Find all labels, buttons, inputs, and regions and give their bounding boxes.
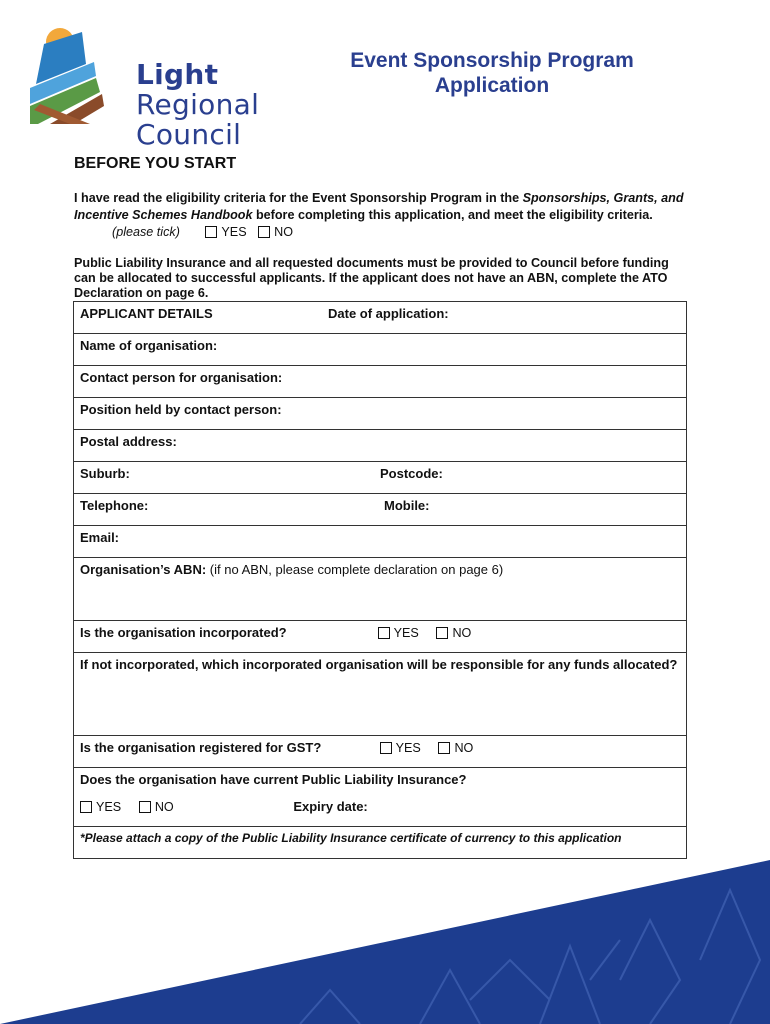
- pli-no-checkbox[interactable]: [139, 801, 151, 813]
- logo-line-3: Council: [136, 118, 242, 151]
- pli-no-label: NO: [154, 800, 174, 814]
- abn-field[interactable]: [74, 558, 687, 621]
- gst-yes-label: YES: [395, 741, 421, 755]
- council-logo-mark: [30, 26, 110, 126]
- pli-question: Does the organisation have current Public Liability Insurance?: [80, 772, 467, 787]
- applicant-details-table: [73, 301, 687, 859]
- postcode-field[interactable]: Postcode:: [380, 466, 443, 481]
- page-title: [330, 48, 654, 98]
- gst-row: [74, 736, 687, 768]
- responsible-organisation-field[interactable]: If not incorporated, which incorporated organisation will be responsible for any funds allocated?: [74, 653, 687, 736]
- eligibility-text-b: before completing this application, and meet the eligibility criteria.: [252, 208, 653, 222]
- logo-line-1: Light: [136, 58, 219, 91]
- gst-no-label: NO: [454, 741, 474, 755]
- email-field[interactable]: Email:: [74, 526, 687, 558]
- telephone-field[interactable]: Telephone:: [80, 498, 149, 513]
- postal-address-field[interactable]: Postal address:: [74, 430, 687, 462]
- pli-yes-label: YES: [96, 800, 122, 814]
- handbook-title: Sponsorships, Grants, and Incentive Schemes Handbook: [74, 191, 684, 222]
- incorporated-no-label: NO: [452, 626, 472, 640]
- gst-no-checkbox[interactable]: [438, 742, 450, 754]
- pli-yes-checkbox[interactable]: [80, 801, 92, 813]
- eligibility-no-label: NO: [274, 225, 293, 239]
- eligibility-statement: [74, 190, 692, 241]
- suburb-field[interactable]: Suburb:: [80, 466, 130, 481]
- eligibility-text-a: I have read the eligibility criteria for the Event Sponsorship Program in the: [74, 191, 523, 205]
- applicant-details-header: APPLICANT DETAILS: [80, 306, 213, 321]
- mobile-field[interactable]: Mobile:: [384, 498, 430, 513]
- gst-yes-checkbox[interactable]: [380, 742, 392, 754]
- expiry-date-field[interactable]: Expiry date:: [293, 799, 368, 814]
- council-name: [136, 60, 259, 150]
- pli-row: [74, 768, 687, 827]
- logo-line-2: Regional: [136, 88, 260, 121]
- title-line-1: Event Sponsorship Program: [350, 49, 634, 72]
- incorporated-yes-label: YES: [393, 626, 419, 640]
- incorporated-question: Is the organisation incorporated?: [80, 625, 287, 640]
- section-heading: BEFORE YOU START: [74, 155, 237, 172]
- incorporated-yes-checkbox[interactable]: [378, 627, 390, 639]
- position-held-field[interactable]: Position held by contact person:: [74, 398, 687, 430]
- eligibility-no-checkbox[interactable]: [258, 226, 270, 238]
- gst-question: Is the organisation registered for GST?: [80, 740, 322, 755]
- contact-person-field[interactable]: Contact person for organisation:: [74, 366, 687, 398]
- organisation-name-field[interactable]: Name of organisation:: [74, 334, 687, 366]
- suburb-postcode-row: [74, 462, 687, 494]
- incorporated-row: [74, 621, 687, 653]
- abn-hint: (if no ABN, please complete declaration on page 6): [206, 562, 504, 577]
- footer-decoration: [0, 860, 770, 1024]
- eligibility-yes-checkbox[interactable]: [205, 226, 217, 238]
- insurance-notice: Public Liability Insurance and all requested documents must be provided to Council before funding can be allocated to successful applicants. If the applicant does not have an ABN, complete the ATO Declaration on page 6.: [74, 256, 669, 300]
- incorporated-no-checkbox[interactable]: [436, 627, 448, 639]
- attach-certificate-note: *Please attach a copy of the Public Liability Insurance certificate of currency to this application: [74, 827, 687, 859]
- abn-label: Organisation’s ABN:: [80, 562, 207, 577]
- telephone-mobile-row: [74, 494, 687, 526]
- tick-hint: (please tick): [112, 225, 180, 239]
- title-line-2: Application: [434, 74, 550, 97]
- date-of-application-field[interactable]: Date of application:: [328, 306, 449, 321]
- eligibility-yes-label: YES: [221, 225, 247, 239]
- council-logo: [30, 26, 270, 151]
- applicant-header-row: [74, 302, 687, 334]
